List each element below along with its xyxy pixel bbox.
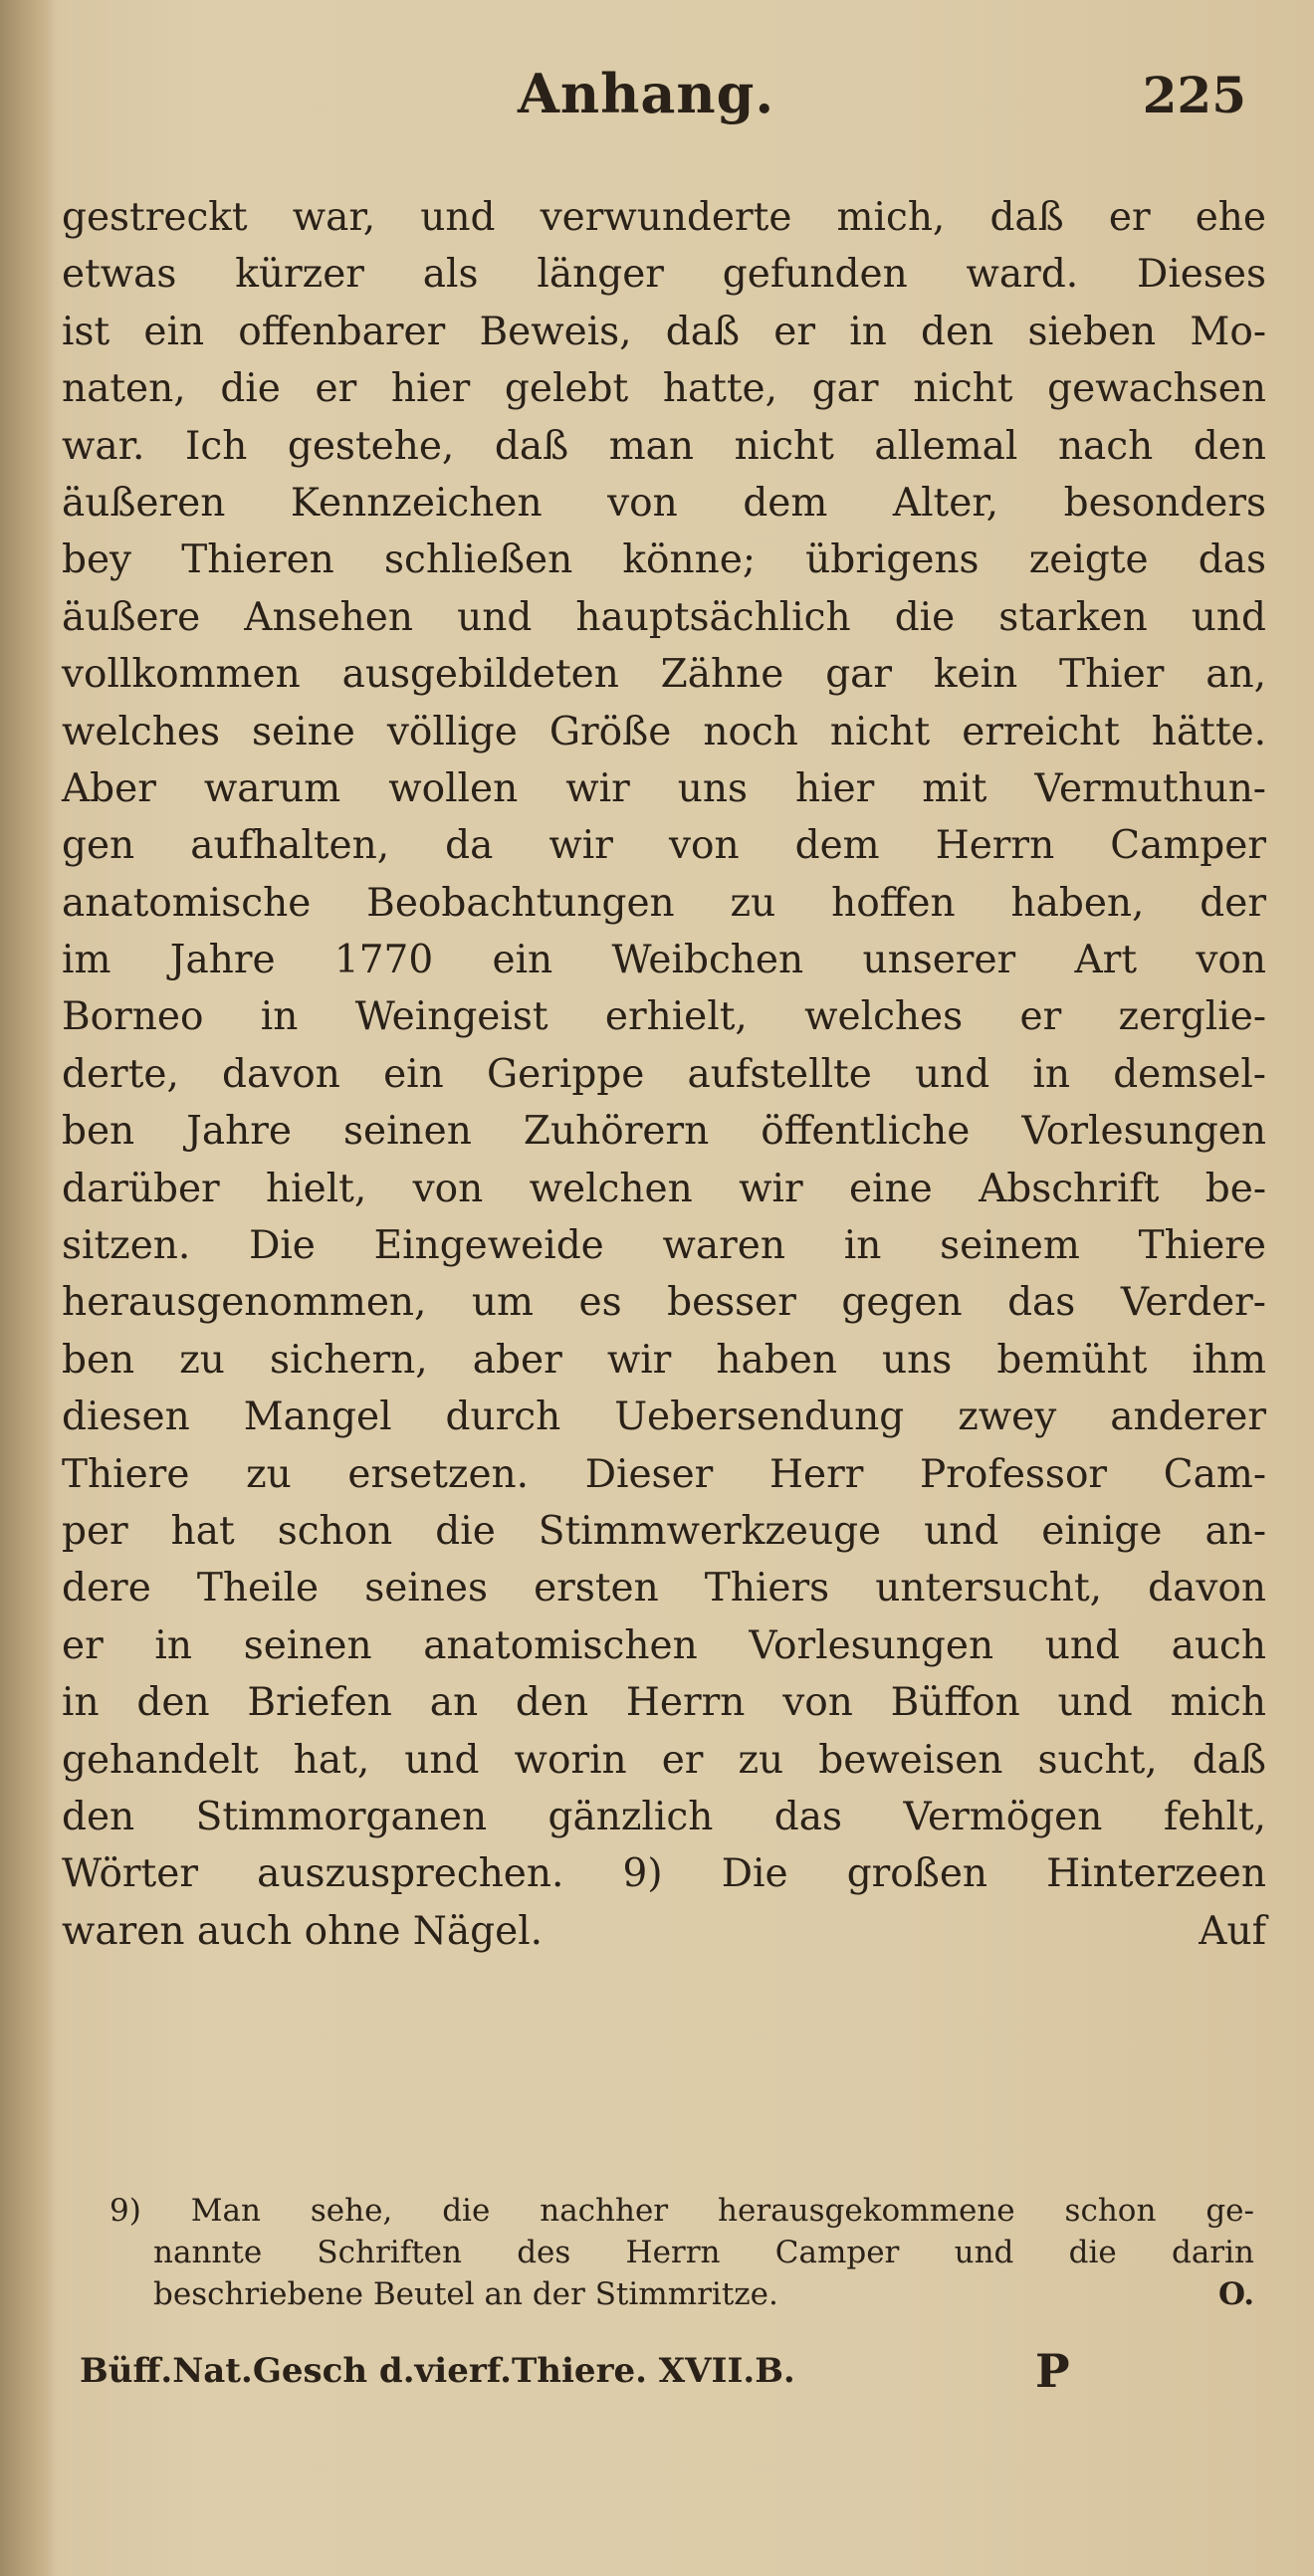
footnote-sign: O. xyxy=(1218,2276,1254,2312)
text-line: in den Briefen an den Herrn von Büffon und mich xyxy=(62,1680,1266,1726)
text-line: bey Thieren schließen könne; übrigens zeigte das xyxy=(62,537,1266,583)
text-line: war. Ich gestehe, daß man nicht allemal nach den xyxy=(62,423,1266,469)
footnote-line: nannte Schriften des Herrn Camper und die darin xyxy=(153,2235,1254,2270)
text-line: ist ein offenbarer Beweis, daß er in den sieben Mo- xyxy=(62,309,1266,354)
text-line: herausgenommen, um es besser gegen das Verder- xyxy=(62,1280,1266,1326)
text-line: naten, die er hier gelebt hatte, gar nicht gewachsen xyxy=(62,366,1266,412)
text-line: im Jahre 1770 ein Weibchen unserer Art von xyxy=(62,938,1266,983)
signature-mark: P xyxy=(1035,2344,1070,2398)
last-line-text: waren auch ohne Nägel. xyxy=(62,1908,544,1954)
text-line: den Stimmorganen gänzlich das Vermögen fehlt, xyxy=(62,1794,1266,1839)
text-line: äußeren Kennzeichen von dem Alter, besonders xyxy=(62,480,1266,526)
signature-text: Büff.Nat.Gesch d.vierf.Thiere. XVII.B. xyxy=(80,2351,795,2391)
text-line: sitzen. Die Eingeweide waren in seinem Thiere xyxy=(62,1223,1266,1269)
text-line: darüber hielt, von welchen wir eine Abschrift be- xyxy=(62,1166,1266,1211)
page-header xyxy=(60,62,1254,141)
text-line-last xyxy=(62,1903,1266,1960)
page-gutter-shadow xyxy=(0,0,55,2576)
printer-signature xyxy=(80,2341,1175,2401)
footnote-line: 9) Man sehe, die nachher herausgekommene schon ge- xyxy=(110,2193,1254,2229)
text-line: ben zu sichern, aber wir haben uns bemüht ihm xyxy=(62,1337,1266,1383)
text-line: welches seine völlige Größe noch nicht erreicht hätte. xyxy=(62,709,1266,754)
running-head: Anhang. xyxy=(518,62,775,125)
text-line: derte, davon ein Gerippe aufstellte und in demsel- xyxy=(62,1051,1266,1097)
text-line: gehandelt hat, und worin er zu beweisen sucht, daß xyxy=(62,1737,1266,1783)
text-line: per hat schon die Stimmwerkzeuge und einige an- xyxy=(62,1508,1266,1554)
footnote xyxy=(110,2190,1254,2315)
text-line: Aber warum wollen wir uns hier mit Vermuthun- xyxy=(62,765,1266,811)
text-line: Wörter auszusprechen. 9) Die großen Hinterzeen xyxy=(62,1851,1266,1897)
text-line: vollkommen ausgebildeten Zähne gar kein Thier an, xyxy=(62,652,1266,698)
footnote-last-text: beschriebene Beutel an der Stimmritze. xyxy=(153,2276,778,2312)
text-line: dere Theile seines ersten Thiers untersucht, davon xyxy=(62,1566,1266,1611)
text-line: anatomische Beobachtungen zu hoffen haben, der xyxy=(62,880,1266,926)
text-line: gen aufhalten, da wir von dem Herrn Camper xyxy=(62,823,1266,869)
footnote-line-last xyxy=(110,2273,1254,2315)
text-line: äußere Ansehen und hauptsächlich die starken und xyxy=(62,594,1266,640)
page-number: 225 xyxy=(1142,66,1246,124)
text-line: Thiere zu ersetzen. Dieser Herr Professor Cam- xyxy=(62,1451,1266,1497)
text-line: er in seinen anatomischen Vorlesungen und auch xyxy=(62,1622,1266,1668)
text-line: etwas kürzer als länger gefunden ward. Dieses xyxy=(62,252,1266,298)
text-line: ben Jahre seinen Zuhörern öffentliche Vorlesungen xyxy=(62,1109,1266,1155)
text-line: gestreckt war, und verwunderte mich, daß er ehe xyxy=(62,195,1266,240)
text-line: diesen Mangel durch Uebersendung zwey anderer xyxy=(62,1395,1266,1440)
body-text xyxy=(62,189,1266,1960)
text-line: Borneo in Weingeist erhielt, welches er zerglie- xyxy=(62,994,1266,1040)
catchword: Auf xyxy=(1199,1908,1266,1954)
